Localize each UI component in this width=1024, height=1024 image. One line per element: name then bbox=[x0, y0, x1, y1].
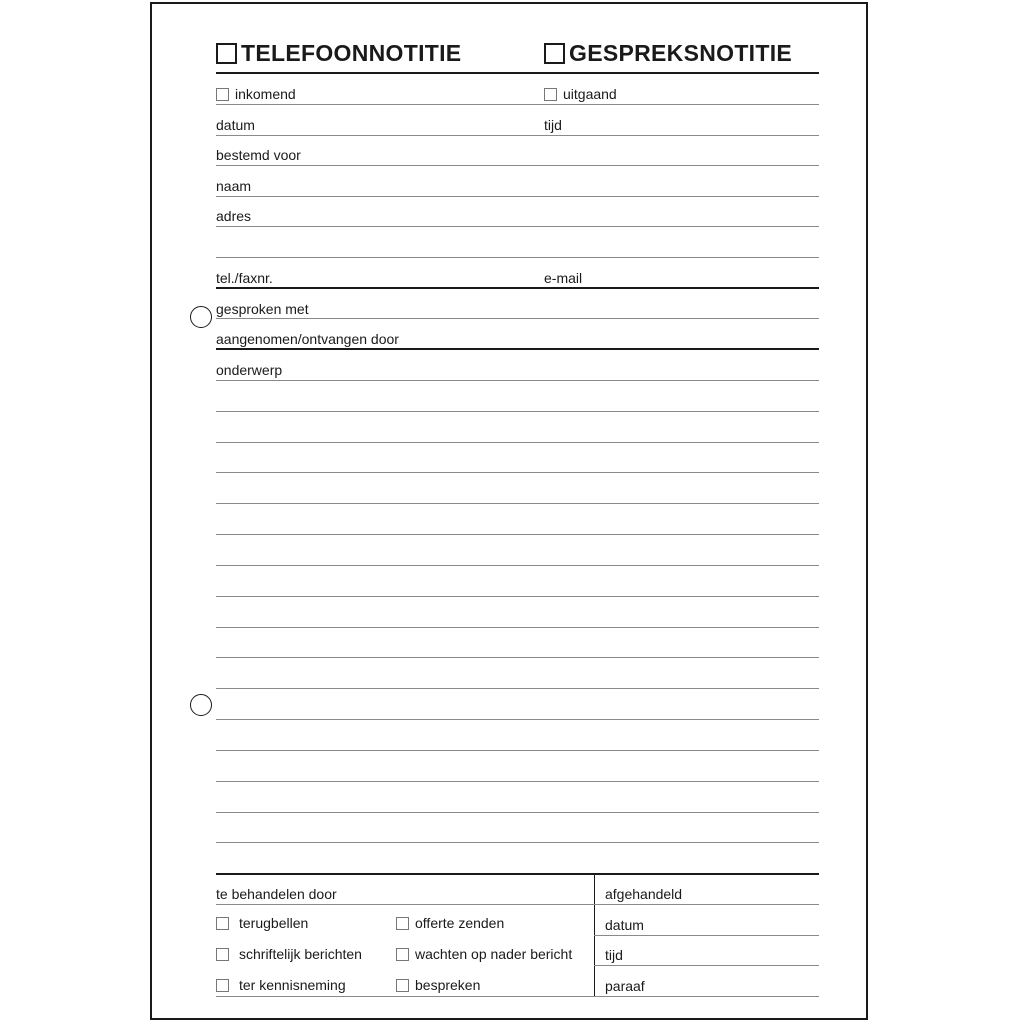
telefoonnotitie-checkbox-icon[interactable] bbox=[216, 43, 237, 64]
option-offerte-zenden[interactable] bbox=[396, 915, 504, 931]
address-field-line[interactable] bbox=[216, 226, 819, 227]
header-divider bbox=[216, 72, 819, 74]
option-label: terugbellen bbox=[239, 915, 309, 931]
outgoing-checkbox-icon[interactable] bbox=[544, 88, 557, 101]
writing-line[interactable] bbox=[216, 842, 819, 843]
option-kennisneming[interactable] bbox=[216, 977, 346, 993]
incoming-label: inkomend bbox=[235, 86, 296, 102]
address-label: adres bbox=[216, 208, 252, 224]
option-schriftelijk[interactable] bbox=[216, 946, 362, 962]
option-label: ter kennisneming bbox=[239, 977, 346, 993]
kennisneming-checkbox-icon[interactable] bbox=[216, 979, 229, 992]
writing-line[interactable] bbox=[216, 812, 819, 813]
handle-by-label: te behandelen door bbox=[216, 886, 337, 902]
footer-bottom-line bbox=[216, 996, 594, 997]
writing-line[interactable] bbox=[216, 657, 819, 658]
option-label: schriftelijk berichten bbox=[239, 946, 362, 962]
initials-line[interactable] bbox=[594, 996, 819, 997]
title-right-label: GESPREKSNOTITIE bbox=[569, 40, 793, 66]
title-left-label: TELEFOONNOTITIE bbox=[241, 40, 462, 66]
option-terugbellen[interactable] bbox=[216, 915, 308, 931]
spoken-with-field-line[interactable] bbox=[216, 318, 819, 319]
intended-for-field-line[interactable] bbox=[216, 165, 819, 166]
writing-line[interactable] bbox=[216, 750, 819, 751]
schriftelijk-checkbox-icon[interactable] bbox=[216, 948, 229, 961]
option-label: wachten op nader bericht bbox=[415, 946, 573, 962]
spoken-with-label: gesproken met bbox=[216, 301, 309, 317]
subject-line[interactable] bbox=[216, 380, 819, 381]
writing-line[interactable] bbox=[216, 442, 819, 443]
title-gespreksnotitie bbox=[544, 40, 792, 67]
date-label: datum bbox=[216, 117, 255, 133]
writing-line[interactable] bbox=[216, 472, 819, 473]
title-telefoonnotitie bbox=[216, 40, 461, 67]
date-field-line[interactable] bbox=[216, 135, 819, 136]
punch-hole-icon bbox=[190, 694, 212, 716]
wachten-checkbox-icon[interactable] bbox=[396, 948, 409, 961]
address-field-line-2[interactable] bbox=[216, 257, 819, 258]
writing-line[interactable] bbox=[216, 781, 819, 782]
phone-fax-label: tel./faxnr. bbox=[216, 270, 273, 286]
name-label: naam bbox=[216, 178, 252, 194]
time-label: tijd bbox=[544, 117, 562, 133]
footer-date-label: datum bbox=[605, 917, 644, 933]
outgoing-option[interactable] bbox=[544, 86, 617, 102]
bespreken-checkbox-icon[interactable] bbox=[396, 979, 409, 992]
writing-line[interactable] bbox=[216, 627, 819, 628]
writing-line[interactable] bbox=[216, 503, 819, 504]
incoming-option[interactable] bbox=[216, 86, 296, 102]
writing-line[interactable] bbox=[216, 565, 819, 566]
writing-line[interactable] bbox=[216, 534, 819, 535]
option-label: offerte zenden bbox=[415, 915, 505, 931]
received-by-field-line[interactable] bbox=[216, 348, 819, 350]
footer-date-line[interactable] bbox=[594, 935, 819, 936]
outgoing-label: uitgaand bbox=[563, 86, 617, 102]
done-line[interactable] bbox=[594, 904, 819, 905]
email-label: e-mail bbox=[544, 270, 583, 286]
offerte-checkbox-icon[interactable] bbox=[396, 917, 409, 930]
writing-line[interactable] bbox=[216, 411, 819, 412]
received-by-label: aangenomen/ontvangen door bbox=[216, 331, 399, 347]
gespreksnotitie-checkbox-icon[interactable] bbox=[544, 43, 565, 64]
done-label: afgehandeld bbox=[605, 886, 683, 902]
footer-time-line[interactable] bbox=[594, 965, 819, 966]
field-line bbox=[216, 104, 819, 105]
option-label: bespreken bbox=[415, 977, 481, 993]
writing-line[interactable] bbox=[216, 688, 819, 689]
writing-line[interactable] bbox=[216, 596, 819, 597]
initials-label: paraaf bbox=[605, 978, 645, 994]
intended-for-label: bestemd voor bbox=[216, 147, 301, 163]
subject-label: onderwerp bbox=[216, 362, 283, 378]
terugbellen-checkbox-icon[interactable] bbox=[216, 917, 229, 930]
footer-divider bbox=[216, 873, 819, 875]
option-wachten[interactable] bbox=[396, 946, 572, 962]
option-bespreken[interactable] bbox=[396, 977, 480, 993]
name-field-line[interactable] bbox=[216, 196, 819, 197]
phone-field-line[interactable] bbox=[216, 287, 819, 289]
writing-line[interactable] bbox=[216, 719, 819, 720]
handle-by-line[interactable] bbox=[216, 904, 594, 905]
incoming-checkbox-icon[interactable] bbox=[216, 88, 229, 101]
punch-hole-icon bbox=[190, 306, 212, 328]
footer-time-label: tijd bbox=[605, 947, 623, 963]
